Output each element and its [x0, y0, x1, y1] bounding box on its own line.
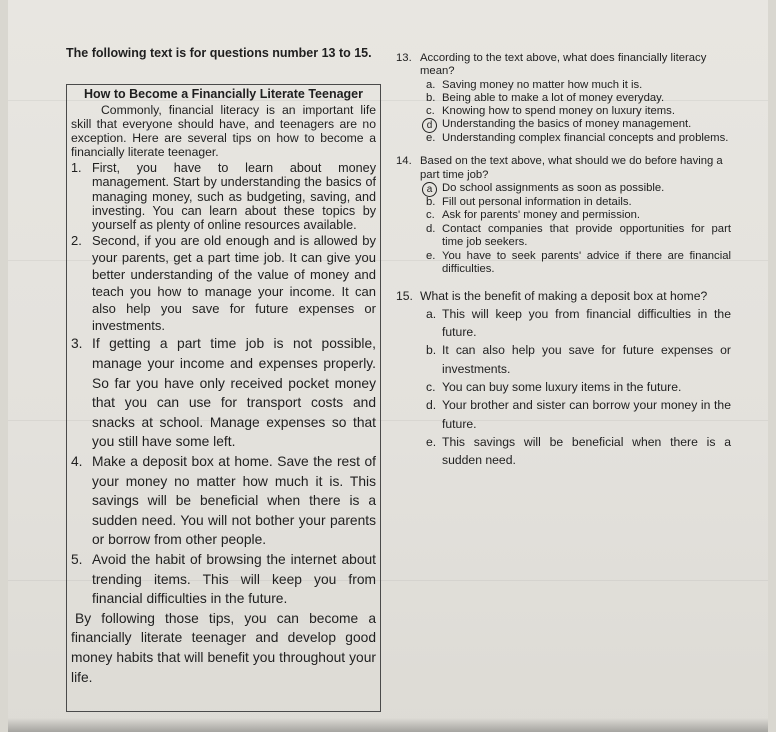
tip-item: 2. Second, if you are old enough and is allowed by your parents, get a part time job. It can give you better understanding of the value of money and teach you how to manage your income. It can also help you save for future expenses or investments.: [71, 233, 376, 334]
tip-item: 3. If getting a part time job is not possible, manage your income and expenses properly. So far you have only received pocket money that you can use for transport costs and snacks at school. Manage expenses so that you still have some left.: [71, 336, 376, 450]
answer-option[interactable]: d. Contact companies that provide opportunities for part time job seekers.: [426, 222, 731, 249]
answer-options: [420, 305, 731, 470]
answer-option[interactable]: e. You have to seek parents' advice if there are financial difficulties.: [426, 249, 731, 276]
passage-closing-paragraph: By following those tips, you can become a financially literate teenager and develop good money habits that will benefit you throughout your life.: [71, 610, 376, 685]
answer-option[interactable]: a. Saving money no matter how much it is.: [426, 78, 643, 91]
reading-passage-box: [66, 84, 381, 712]
answer-options: [420, 182, 731, 277]
answer-option[interactable]: e. Understanding complex financial concepts and problems.: [426, 131, 729, 144]
answer-option[interactable]: b. It can also help you save for future expenses or investments.: [426, 343, 731, 376]
worksheet-page: [8, 0, 768, 732]
answer-option[interactable]: a. This will keep you from financial difficulties in the future.: [426, 306, 731, 340]
answer-option[interactable]: e. This savings will be beneficial when there is a sudden need.: [426, 434, 731, 468]
answer-option[interactable]: c. You can buy some luxury items in the future.: [426, 380, 682, 395]
question-stem: Based on the text above, what should we do before having a part time job?: [420, 155, 723, 181]
page-bottom-shadow: [8, 718, 768, 732]
passage-title: How to Become a Financially Literate Teenager: [83, 87, 364, 101]
questions-column: [396, 52, 731, 470]
passage-intro-paragraph: Commonly, financial literacy is an important life skill that everyone should have, and teenagers are no exception. Here are several tips on how to become a financially literate teenager.: [71, 103, 376, 159]
tip-item: 5. Avoid the habit of browsing the internet about trending items. This will keep you from financial difficulties in the future.: [71, 552, 376, 607]
answer-option[interactable]: d. Your brother and sister can borrow your money in the future.: [426, 398, 731, 431]
tip-item: 1. First, you have to learn about money management. Start by understanding the basics of managing money, such as budgeting, saving, and investing. You can learn about these topics by yourself as plenty of online resources available.: [71, 161, 376, 233]
answer-options: [420, 79, 731, 145]
answer-option[interactable]: c. Knowing how to spend money on luxury items.: [426, 105, 675, 118]
tips-list: [71, 161, 376, 609]
answer-option[interactable]: b. Being able to make a lot of money everyday.: [426, 91, 665, 104]
instruction-text: The following text is for questions number 13 to 15.: [66, 46, 372, 60]
question-stem: According to the text above, what does financially literacy mean?: [420, 52, 707, 78]
answer-option-selected[interactable]: d Understanding the basics of money management.: [420, 118, 731, 131]
answer-option[interactable]: b. Fill out personal information in details.: [426, 195, 632, 208]
tip-item: 4. Make a deposit box at home. Save the rest of your money no matter how much it is. This savings will be beneficial when there is a sudden need. You will not bother your parents or borrow from other people.: [71, 454, 376, 548]
question-15: 15. What is the benefit of making a deposit box at home? a. This will keep you from financial difficulties in the future. b. It can also help you save for future expenses or investments. c. You can buy some luxury items in the future. d. Your brother and sister can borrow your money in the future. e. This savings will be beneficial when there is a sudden need.: [396, 287, 731, 470]
question-stem: What is the benefit of making a deposit box at home?: [420, 288, 708, 303]
circled-answer-mark: a: [422, 182, 437, 197]
answer-option[interactable]: c. Ask for parents' money and permission.: [426, 209, 641, 222]
answer-option-selected[interactable]: a Do school assignments as soon as possible.: [420, 182, 731, 196]
question-14: 14. Based on the text above, what should we do before having a part time job? a Do school assignments as soon as possible. b. Fill out personal information in details. c. Ask for parents' money and permission. d. Contact companies that provide opportunities for part time job seekers. e. You have to seek parents' advice if there are financial difficulties.: [396, 155, 731, 276]
question-13: 13. According to the text above, what does financially literacy mean? a. Saving money no matter how much it is. b. Being able to make a lot of money everyday. c. Knowing how to spend money on luxury items. d Understanding the basics of money management. e. Understanding complex financial concepts and problems.: [396, 52, 731, 145]
circled-answer-mark: d: [422, 118, 437, 133]
